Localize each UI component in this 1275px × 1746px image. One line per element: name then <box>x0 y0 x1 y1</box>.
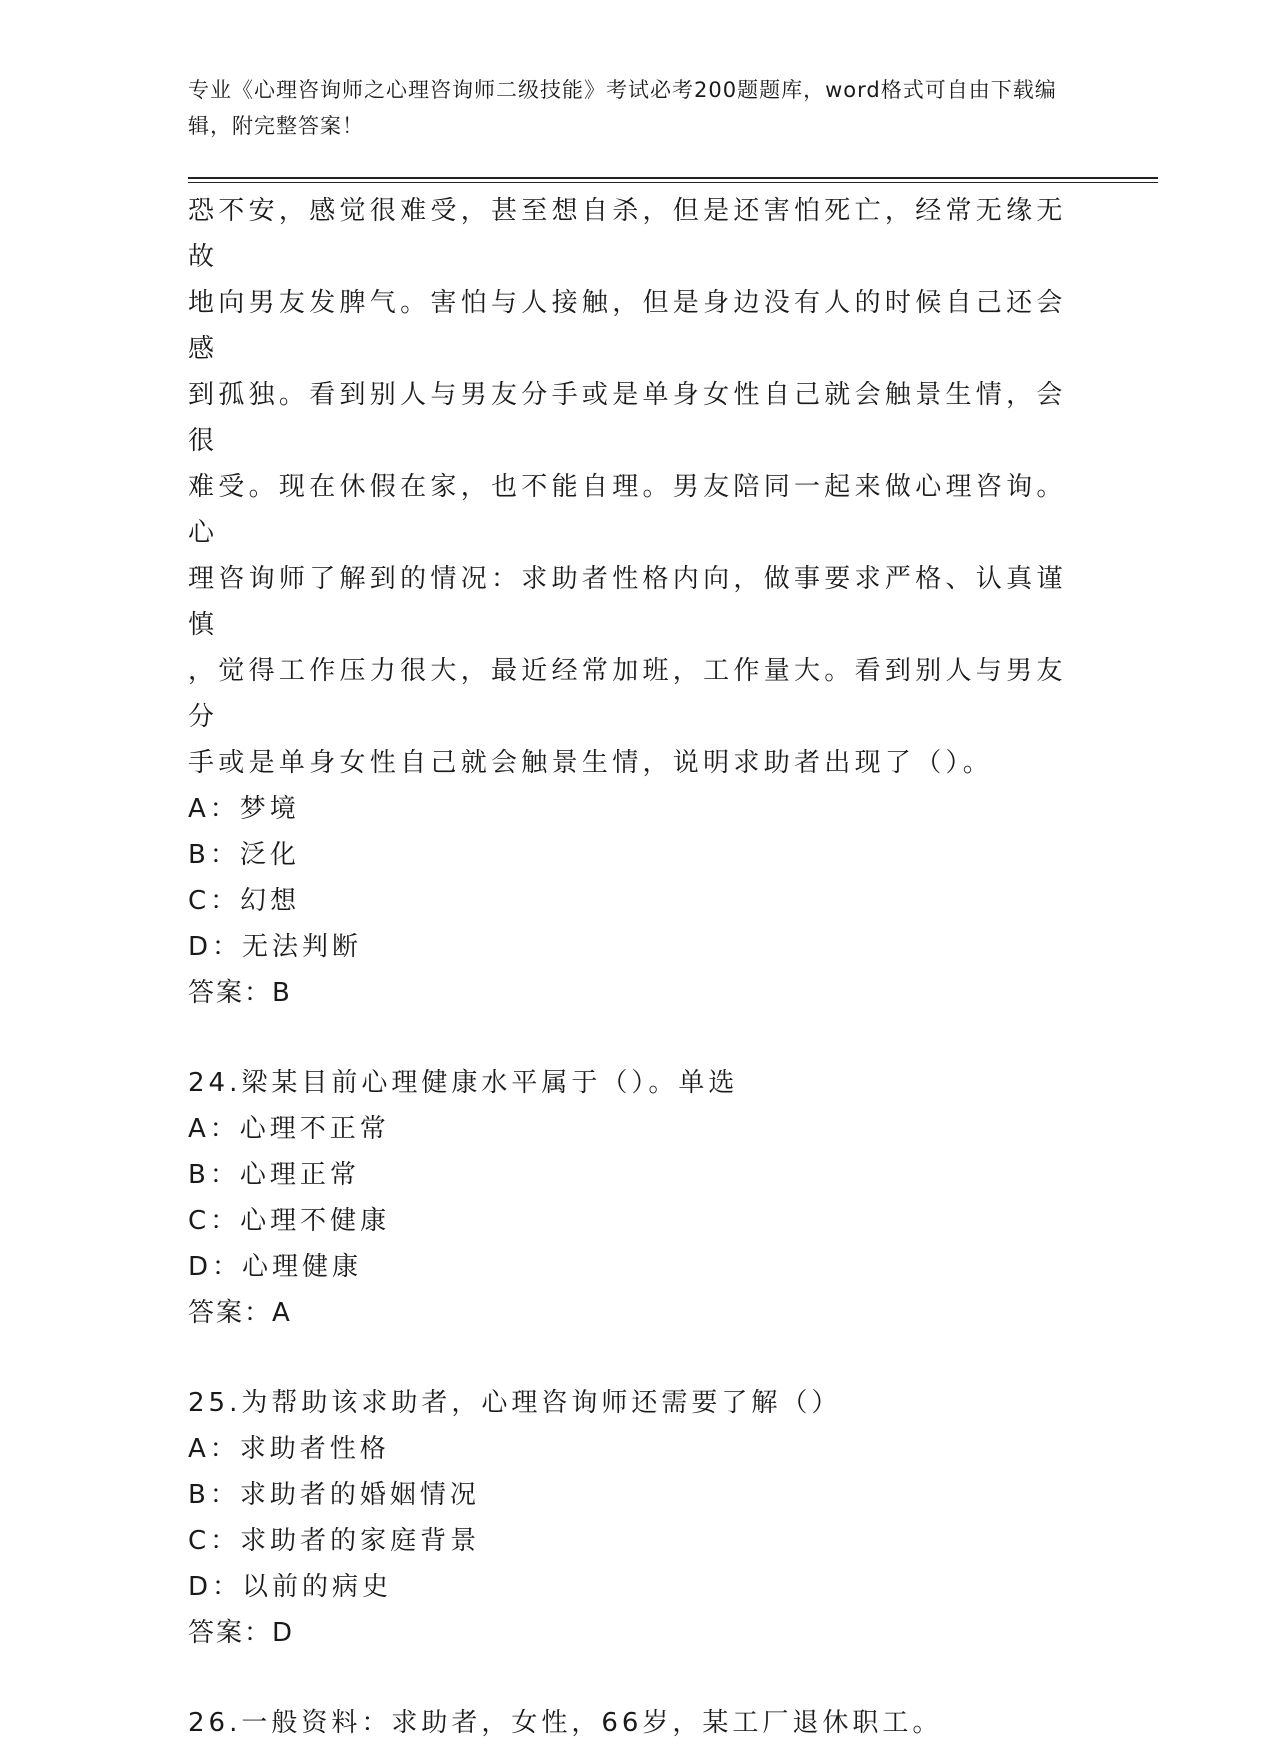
option-b: B：心理正常 <box>188 1160 360 1190</box>
question-text-line: 地向男友发脾气。害怕与人接触，但是身边没有人的时候自己还会感 <box>188 288 1067 364</box>
question-text-line: 难受。现在休假在家，也不能自理。男友陪同一起来做心理咨询。心 <box>188 472 1067 548</box>
question-title: 25.为帮助该求助者，心理咨询师还需要了解（） <box>188 1388 842 1418</box>
document-header: 专业《心理咨询师之心理咨询师二级技能》考试必考200题题库，word格式可自由下载编辑，附完整答案！ <box>188 78 1057 138</box>
question-text-line: 手或是单身女性自己就会触景生情，说明求助者出现了（）。 <box>188 748 994 778</box>
question-25 <box>188 1380 1068 1656</box>
option-a: A：心理不正常 <box>188 1114 390 1144</box>
option-d: D：心理健康 <box>188 1252 363 1282</box>
option-b: B：泛化 <box>188 840 300 870</box>
question-title: 26.一般资料：求助者，女性，66岁，某工厂退休职工。 <box>188 1708 943 1738</box>
answer-line: 答案：D <box>188 1618 295 1648</box>
continued-question <box>188 188 1068 1016</box>
option-c: C：求助者的家庭背景 <box>188 1526 481 1556</box>
option-d: D：无法判断 <box>188 932 363 962</box>
option-c: C：心理不健康 <box>188 1206 391 1236</box>
document-body <box>188 188 1068 1746</box>
option-b: B：求助者的婚姻情况 <box>188 1480 480 1510</box>
question-26 <box>188 1700 1068 1746</box>
option-c: C：幻想 <box>188 886 301 916</box>
option-a: A：梦境 <box>188 794 300 824</box>
option-d: D：以前的病史 <box>188 1572 393 1602</box>
header-rule-thin <box>188 182 1158 183</box>
question-text-line: 理咨询师了解到的情况：求助者性格内向，做事要求严格、认真谨慎 <box>188 564 1067 640</box>
question-title: 24.梁某目前心理健康水平属于（）。单选 <box>188 1068 739 1098</box>
question-24 <box>188 1060 1068 1336</box>
question-text-line: 恐不安，感觉很难受，甚至想自杀，但是还害怕死亡，经常无缘无故 <box>188 196 1067 272</box>
option-a: A：求助者性格 <box>188 1434 390 1464</box>
answer-line: 答案：A <box>188 1298 292 1328</box>
answer-line: 答案：B <box>188 978 292 1008</box>
question-text-line: ，觉得工作压力很大，最近经常加班，工作量大。看到别人与男友分 <box>188 656 1067 732</box>
header-rule-thick <box>188 177 1158 179</box>
question-text-line: 到孤独。看到别人与男友分手或是单身女性自己就会触景生情，会很 <box>188 380 1067 456</box>
